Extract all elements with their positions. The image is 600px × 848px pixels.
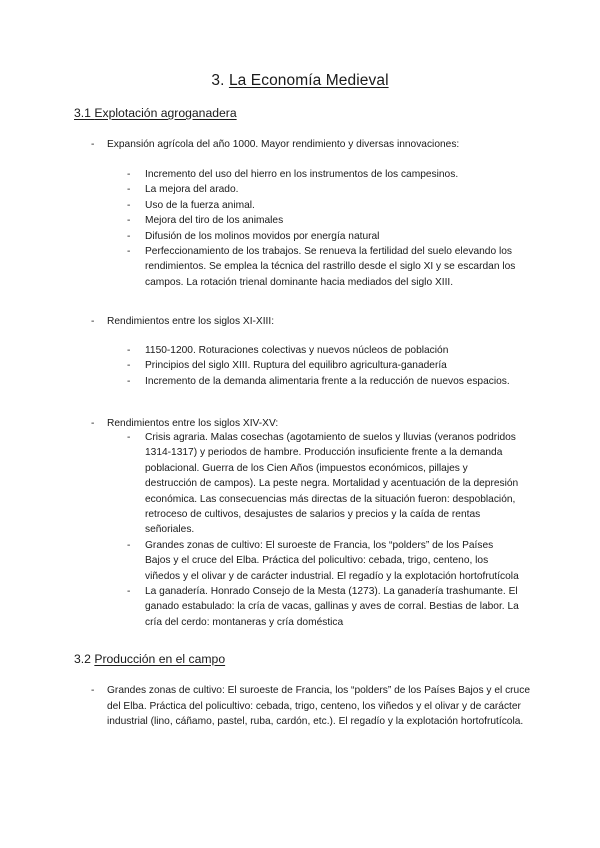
sub-bullet-list [127, 430, 519, 630]
section-number: 3.1 [74, 106, 91, 120]
sub-bullet-list [127, 343, 517, 389]
title-text: La Economía Medieval [228, 72, 389, 89]
section-heading-3-1 [74, 106, 237, 120]
bullet-list [91, 683, 541, 730]
sub-bullet-list [127, 167, 517, 290]
list-item: - Principios del siglo XIII. Ruptura del equilibro agricultura-ganadería [127, 358, 517, 373]
title-number: 3. [211, 72, 225, 89]
list-item: - La ganadería. Honrado Consejo de la Mesta (1273). La ganadería trashumante. El ganado estabulado: la cría de vacas, gallinas y aves de corral. Bestias de labor. La cría del cerdo: montaneras y cría doméstica [127, 584, 519, 630]
list-item: - La mejora del arado. [127, 182, 517, 197]
list-item: - Crisis agraria. Malas cosechas (agotamiento de suelos y lluvias (veranos podridos 1314-1317) y periodos de hambre. Producción insuficiente frente a la demanda poblacional. Guerra de los Cien Años (impuestos económicos, pillajes y destrucción de campos). La peste negra. Mortalidad y acentuación de la depresión económica. Las consecuencias más directas de la situación fueron: despoblación, retroceso de cultivos, desajustes de salarios y precios y la caída de rentas señoriales. [127, 430, 519, 538]
section-heading-3-2 [74, 652, 225, 666]
section-heading-text: Explotación agroganadera [94, 106, 237, 120]
list-item: - Incremento de la demanda alimentaria frente a la reducción de nuevos espacios. [127, 374, 517, 389]
bullet-list [91, 137, 531, 153]
list-item: - Grandes zonas de cultivo: El suroeste de Francia, los “polders” de los Países Bajos y el cruce del Elba. Práctica del policultivo: cebada, trigo, centeno, los viñedos y el olivar y de carácter industrial. El regadío y la explotación hortofrutícola [127, 538, 519, 584]
list-item: - Expansión agrícola del año 1000. Mayor rendimiento y diversas innovaciones: [91, 137, 531, 153]
list-item: - Rendimientos entre los siglos XIV-XV: [91, 416, 531, 432]
list-item: - Grandes zonas de cultivo: El suroeste de Francia, los “polders” de los Países Bajos y el cruce del Elba. Práctica del policultivo: cebada, trigo, centeno, los viñedos y el olivar y de carácter industrial (lino, cáñamo, pastel, ruba, cardón, etc.). El regadío y la explotación hortofrutícola. [91, 683, 541, 730]
bullet-list [91, 314, 531, 330]
section-heading-text: Producción en el campo [94, 652, 226, 666]
list-item: - Difusión de los molinos movidos por energía natural [127, 229, 517, 244]
list-item: - Incremento del uso del hierro en los instrumentos de los campesinos. [127, 167, 517, 182]
section-number: 3.2 [74, 652, 91, 666]
list-item: - Mejora del tiro de los animales [127, 213, 517, 228]
page-title [0, 72, 600, 90]
list-item: - Uso de la fuerza animal. [127, 198, 517, 213]
list-item: - Perfeccionamiento de los trabajos. Se renueva la fertilidad del suelo elevando los rendimientos. Se emplea la técnica del rastrillo desde el siglo XI y se escardan los campos. La rotación trienal dominante hacia mediados del siglo XIII. [127, 244, 517, 290]
list-item: - Rendimientos entre los siglos XI-XIII: [91, 314, 531, 330]
list-item: - 1150-1200. Roturaciones colectivas y nuevos núcleos de población [127, 343, 517, 358]
